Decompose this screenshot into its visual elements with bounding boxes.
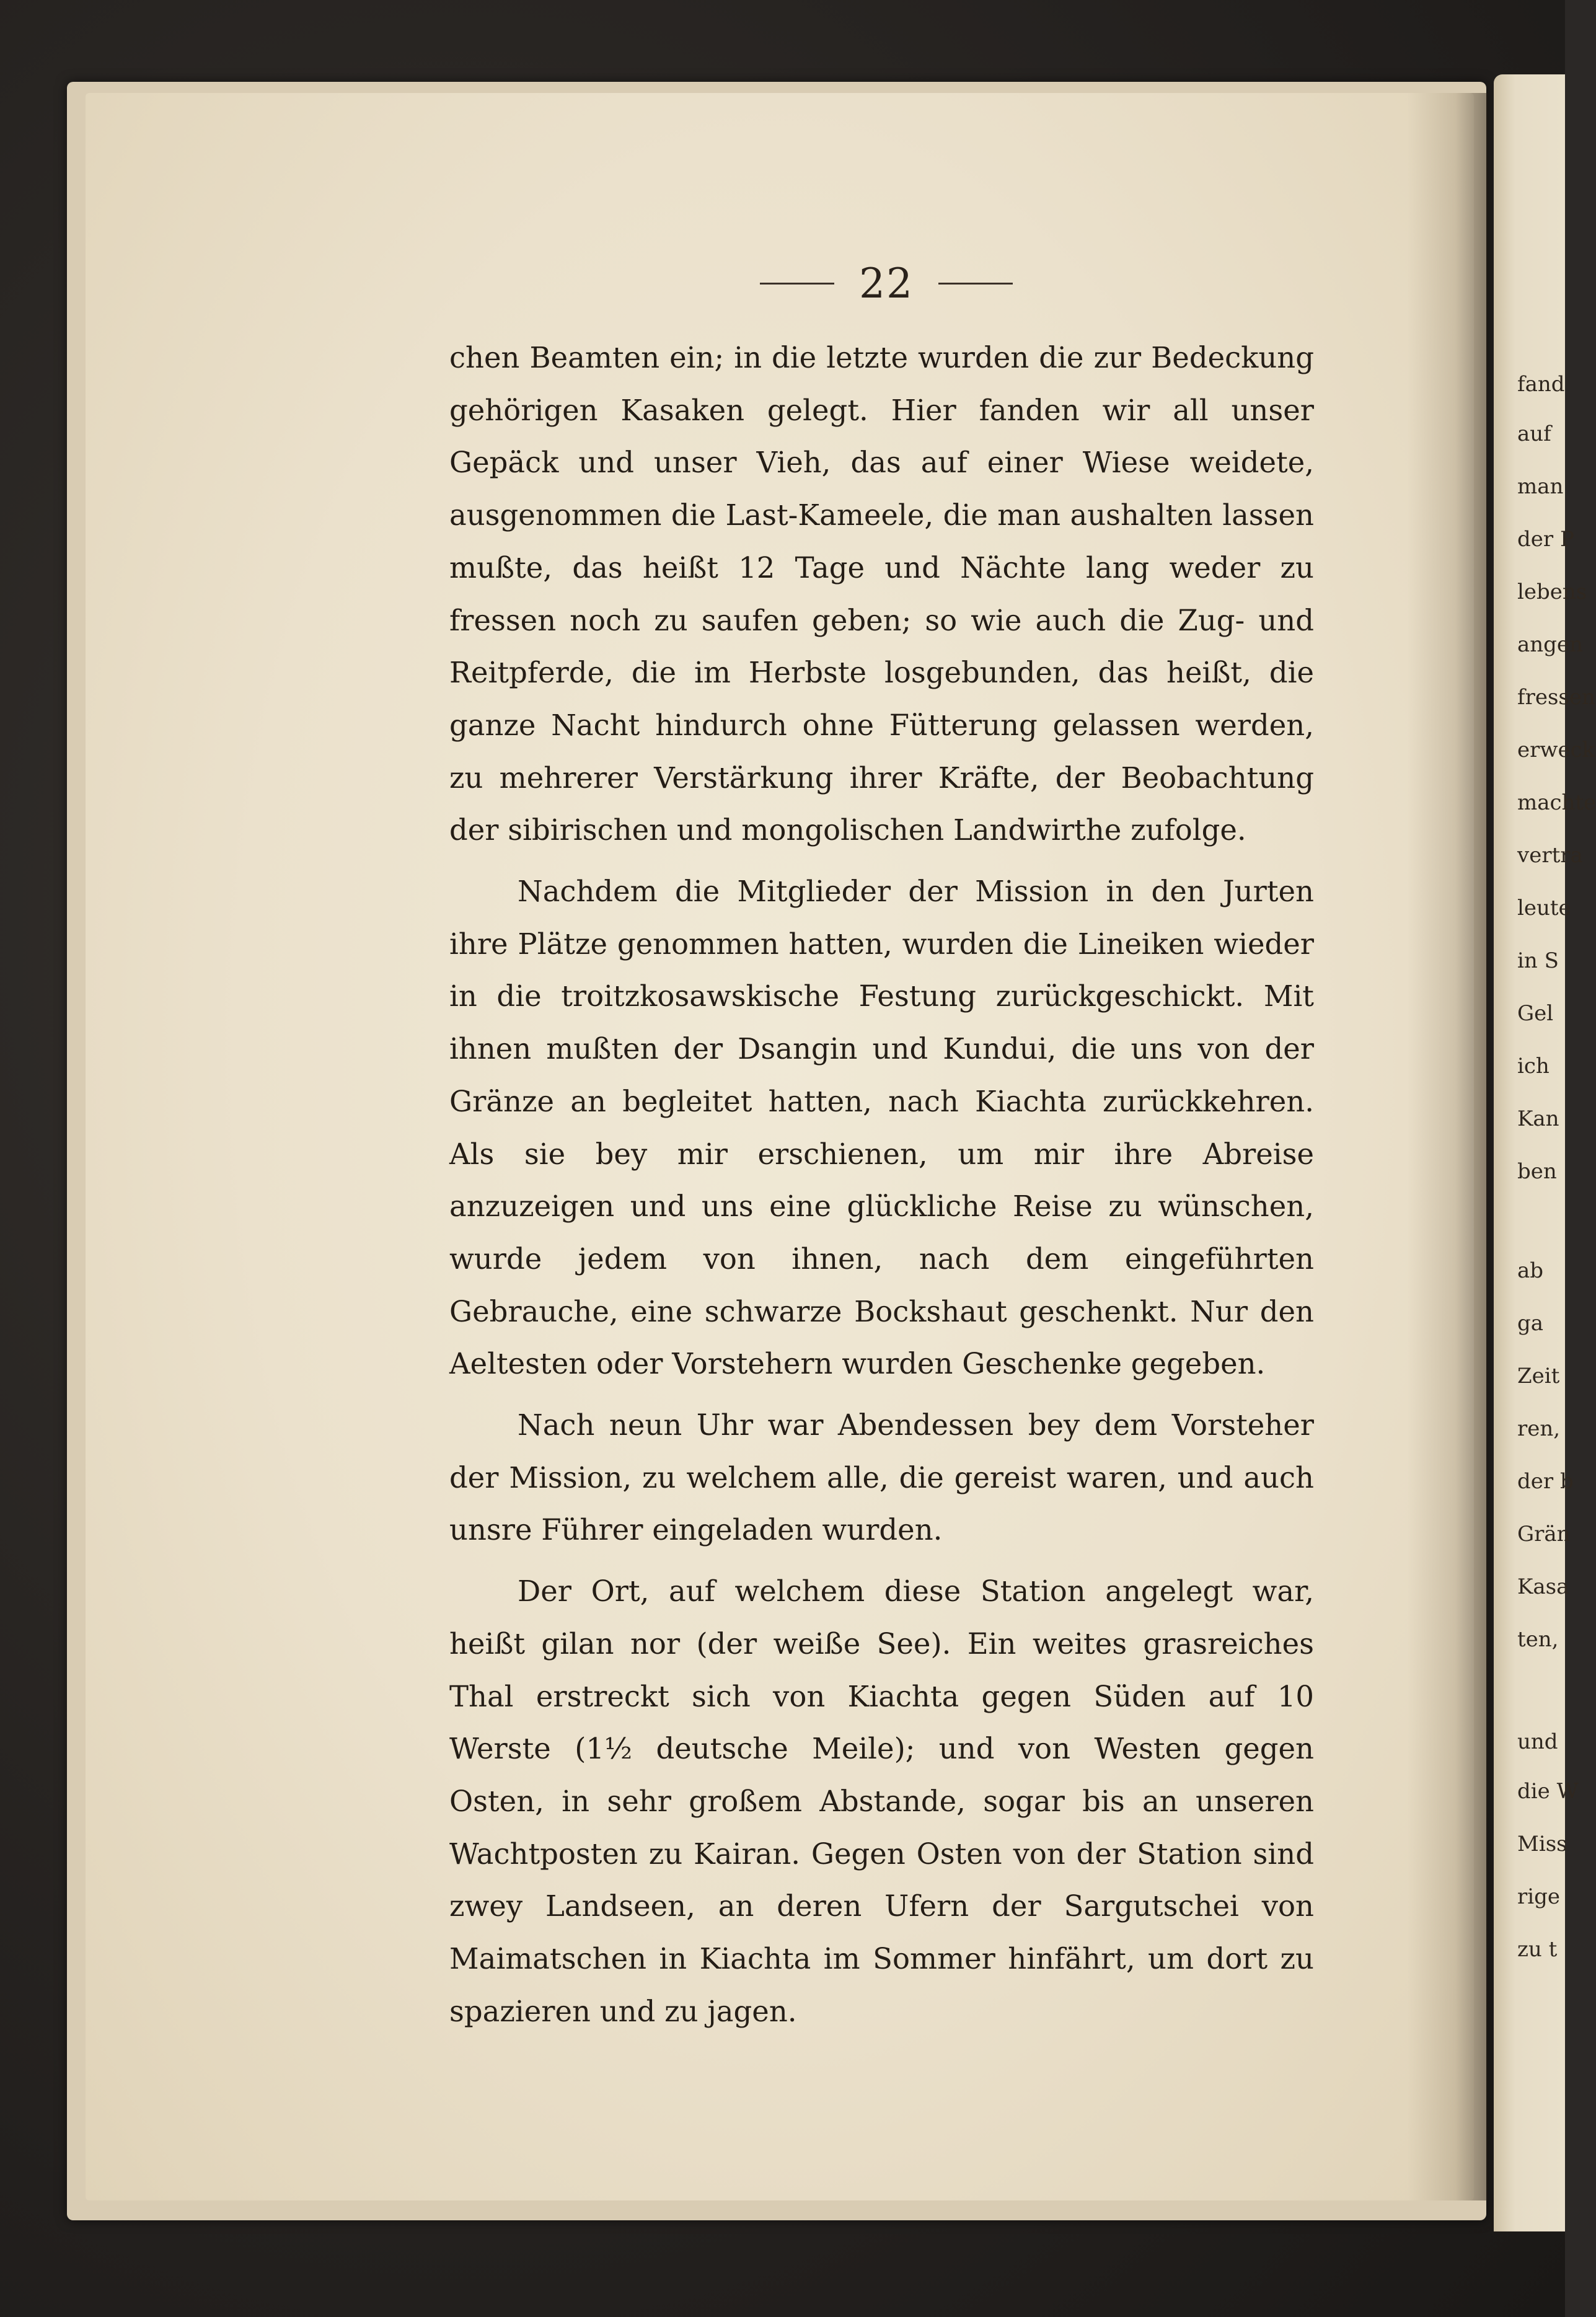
- next-page-fragment: erweck: [1517, 738, 1595, 762]
- next-page-fragment: ben: [1517, 1159, 1557, 1184]
- next-page-fragment: ab: [1517, 1258, 1544, 1283]
- page-header: [713, 255, 1060, 311]
- next-page-fragment: Zeit: [1517, 1364, 1560, 1388]
- next-page-fragment: angen: [1517, 632, 1583, 657]
- next-page-fragment: ren,: [1517, 1416, 1561, 1441]
- next-page-fragment: in S: [1517, 948, 1559, 973]
- next-page-fragment: ten,: [1517, 1627, 1559, 1652]
- next-page-fragment: Kasa: [1517, 1574, 1569, 1599]
- page-number: 22: [859, 259, 914, 307]
- next-page-fragment: der b: [1517, 1469, 1574, 1494]
- gutter-shadow: [1407, 93, 1488, 2200]
- next-page-fragment: der P: [1517, 527, 1574, 552]
- next-page-fragment: fressen: [1517, 685, 1595, 710]
- next-page-fragment: zu t: [1517, 1937, 1558, 1962]
- next-page-fragment: und: [1517, 1729, 1558, 1754]
- next-page-fragment: ga: [1517, 1311, 1544, 1336]
- next-page-fragment: man: [1517, 474, 1564, 499]
- paragraph: chen Beamten ein; in die letzte wurden die zur Bedeckung gehörigen Kasaken gelegt. Hier fanden wir all unser Gepäck und unser Vieh, das auf einer Wiese weidete, ausgenommen die Last-Kameele, die man aushalten lassen mußte, das heißt 12 Tage und Nächte lang weder zu fressen noch zu saufen geben; so wie auch die Zug- und Reitpferde, die im Herbste losgebunden, das heißt, die ganze Nacht hindurch ohne Fütterung gelassen werden, zu mehrerer Verstärkung ihrer Kräfte, der Beobachtung der sibirischen und mongolischen Landwirthe zufolge.: [449, 341, 1314, 847]
- paragraph: Der Ort, auf welchem diese Station angelegt war, heißt gilan nor (der weiße See). Ein weites grasreiches Thal erstreckt sich von Kiachta gegen Süden auf 10 Werste (1½ deutsche Meile); und von Westen gegen Osten, in sehr großem Abstande, sogar bis an unseren Wachtposten zu Kairan. Gegen Osten von der Station sind zwey Landseen, an deren Ufern der Sargutschei von Maimatschen in Kiachta im Sommer hinfährt, um dort zu spazieren und zu jagen.: [449, 1574, 1314, 2028]
- body-text: [449, 332, 1314, 2047]
- next-page-fragment: leute: [1517, 896, 1571, 920]
- next-page-fragment: Kan: [1517, 1106, 1559, 1131]
- header-rule-left: [760, 283, 834, 285]
- next-page-fragment: vertra: [1517, 843, 1583, 868]
- next-page-fragment: ich: [1517, 1054, 1550, 1079]
- paragraph: Nachdem die Mitglieder der Mission in den Jurten ihre Plätze genommen hatten, wurden die Lineiken wieder in die troitzkosawskische Festung zurückgeschickt. Mit ihnen mußten der Dsangin und Kundui, die uns von der Gränze an begleitet hatten, nach Kiachta zurückkehren. Als sie bey mir erschienen, um mir ihre Abreise anzuzeigen und uns eine glückliche Reise zu wünschen, wurde jedem von ihnen, nach dem eingeführten Gebrauche, eine schwarze Bockshaut geschenkt. Nur den Aeltesten oder Vorstehern wurden Geschenke gegeben.: [449, 875, 1314, 1381]
- header-rule-right: [938, 283, 1013, 285]
- next-page-fragment: Miss: [1517, 1832, 1567, 1856]
- next-page-fragment: lebens: [1517, 580, 1587, 604]
- next-page-fragment: fand: [1517, 372, 1565, 397]
- next-page-fragment: Gel: [1517, 1001, 1554, 1026]
- next-page-fragment: rige: [1517, 1884, 1561, 1909]
- next-page-fragment: machte: [1517, 790, 1596, 815]
- next-page-fragment: Grän: [1517, 1522, 1571, 1547]
- next-page-fragment: auf: [1517, 421, 1551, 446]
- next-page-fragment: die W: [1517, 1779, 1579, 1804]
- paragraph: Nach neun Uhr war Abendessen bey dem Vorsteher der Mission, zu welchem alle, die gereist waren, und auch unsre Führer eingeladen wurden.: [449, 1408, 1314, 1547]
